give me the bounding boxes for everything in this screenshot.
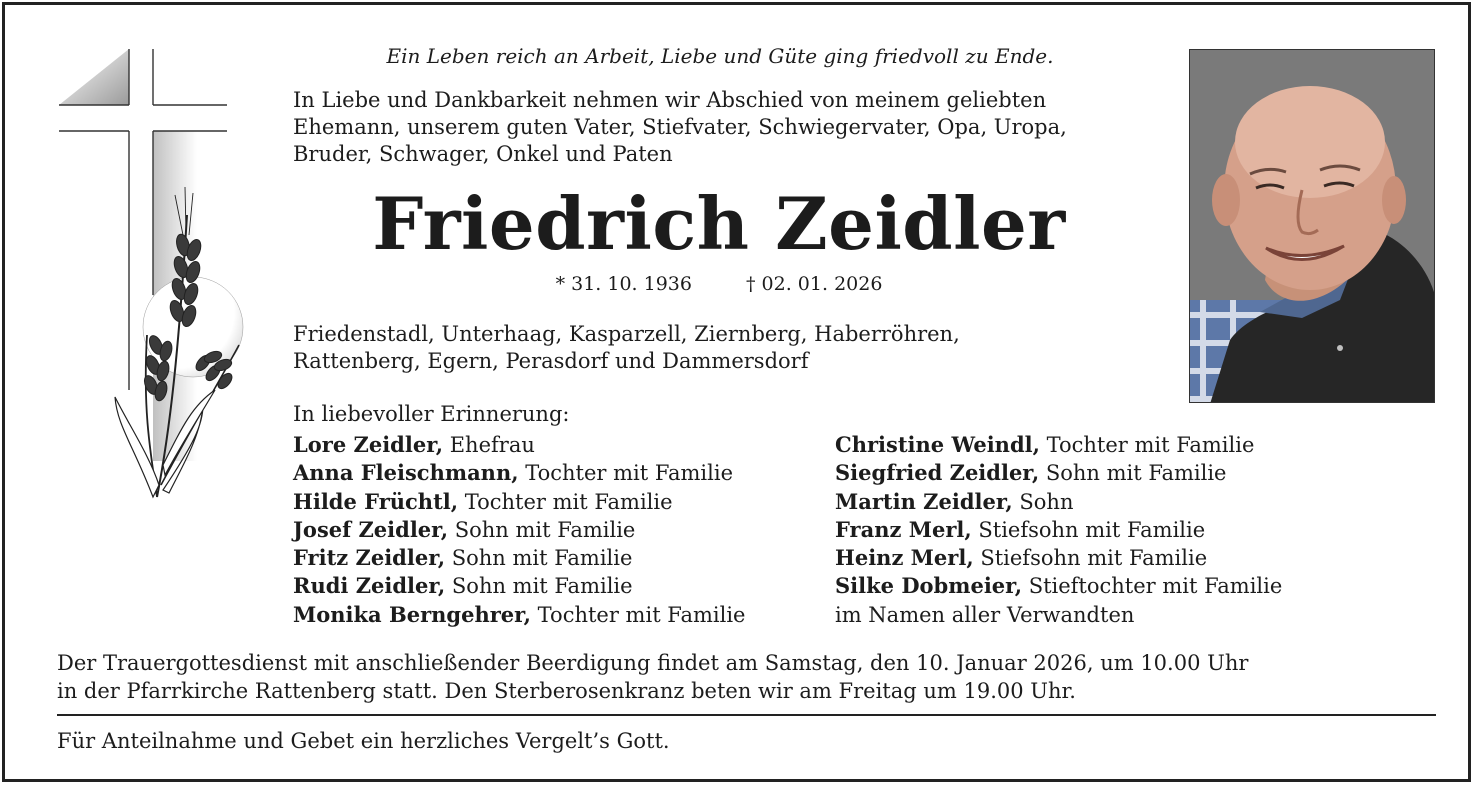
mourner-relation: Stiefsohn mit Familie: [971, 517, 1206, 542]
mourner-name: Martin Zeidler,: [835, 488, 1013, 514]
intro-line: Ehemann, unserem guten Vater, Stiefvater, Schwiegervater, Opa, Uropa,: [293, 115, 1067, 139]
mourner-relation: Sohn mit Familie: [445, 546, 633, 571]
mourner-relation: Sohn: [1012, 489, 1074, 514]
funeral-line: Der Trauergottesdienst mit anschließender Beerdigung findet am Samstag, den 10. Januar 2026, um 10.00 Uhr: [57, 651, 1249, 675]
mourner-name: Rudi Zeidler,: [293, 573, 446, 599]
cross-with-wheat-icon: [53, 45, 253, 505]
funeral-notice: [57, 649, 1429, 705]
intro-text: [293, 87, 1173, 168]
funeral-line: in der Pfarrkirche Rattenberg statt. Den Sterberosenkranz beten wir am Freitag um 19.00 Uhr.: [57, 679, 1076, 703]
divider: [57, 714, 1436, 716]
mourner-row: [835, 431, 1395, 459]
mourner-row: [835, 488, 1395, 516]
mourner-relation: Sohn mit Familie: [445, 574, 633, 599]
mourner-relation: Stieftochter mit Familie: [1022, 574, 1283, 599]
mourner-name: Fritz Zeidler,: [293, 545, 446, 571]
places-line: Friedenstadl, Unterhaag, Kasparzell, Ziernberg, Haberröhren,: [293, 322, 960, 346]
mourner-row: [293, 488, 833, 516]
mourner-relation: Sohn mit Familie: [1039, 461, 1227, 486]
mourner-name: Lore Zeidler,: [293, 432, 444, 457]
mourner-row: [293, 431, 833, 459]
mourner-name: Monika Berngehrer,: [293, 601, 531, 627]
birth-date: * 31. 10. 1936: [555, 273, 692, 295]
mourner-relation: Sohn mit Familie: [448, 517, 636, 542]
mourner-relation: Stiefsohn mit Familie: [973, 546, 1208, 571]
mourner-name: Hilde Früchtl,: [293, 488, 459, 514]
places-text: [293, 321, 1173, 375]
mourner-row: [835, 544, 1395, 572]
places-line: Rattenberg, Egern, Perasdorf und Dammersdorf: [293, 349, 809, 373]
intro-line: In Liebe und Dankbarkeit nehmen wir Abschied von meinem geliebten: [293, 88, 1047, 112]
mourner-row: [293, 459, 833, 487]
mourner-relation: Tochter mit Familie: [1039, 433, 1255, 457]
thanks-text: Für Anteilnahme und Gebet ein herzliches Vergelt’s Gott.: [57, 729, 670, 753]
mourners-list-right: [835, 431, 1395, 629]
mourner-name: Heinz Merl,: [835, 545, 974, 571]
mourner-relation: Tochter mit Familie: [458, 489, 673, 514]
mourner-relation: Ehefrau: [443, 433, 535, 457]
mourner-row: [835, 459, 1395, 487]
mourner-relation: Tochter mit Familie: [518, 461, 733, 486]
mourners-list-left: [293, 431, 833, 629]
intro-line: Bruder, Schwager, Onkel und Paten: [293, 142, 673, 166]
mourner-name: Siegfried Zeidler,: [835, 460, 1040, 486]
mourner-row: [835, 601, 1395, 629]
portrait-photo: [1189, 49, 1435, 403]
portrait-image: [1190, 50, 1435, 403]
mourner-name: Silke Dobmeier,: [835, 573, 1023, 599]
mourner-row: [293, 572, 833, 600]
mourner-name: Josef Zeidler,: [293, 516, 449, 542]
mourner-relation: Tochter mit Familie: [531, 602, 746, 627]
mourner-row: [293, 544, 833, 572]
life-dates: [295, 269, 1143, 299]
obituary-frame: [2, 2, 1471, 782]
death-date: † 02. 01. 2026: [746, 273, 883, 295]
mourner-name: Anna Fleischmann,: [293, 460, 519, 486]
mourner-relation: im Namen aller Verwandten: [835, 602, 1135, 627]
mourner-row: [835, 572, 1395, 600]
mourner-row: [293, 516, 833, 544]
deceased-name: Friedrich Zeidler: [372, 181, 1066, 266]
motto: Ein Leben reich an Arbeit, Liebe und Güte ging friedvoll zu Ende.: [386, 44, 1054, 68]
mourner-name: Franz Merl,: [835, 516, 972, 542]
mourner-row: [293, 601, 833, 629]
mourner-row: [835, 516, 1395, 544]
memory-label: In liebevoller Erinnerung:: [293, 402, 570, 426]
mourner-name: Christine Weindl,: [835, 432, 1040, 457]
